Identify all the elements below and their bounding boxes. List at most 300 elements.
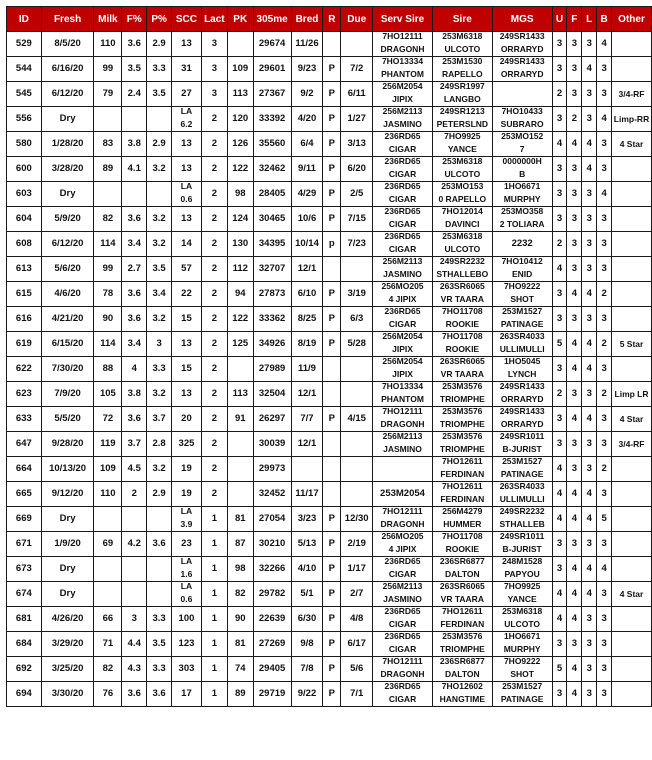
table-cell: 674 — [7, 582, 42, 607]
table-cell: 5 — [552, 332, 567, 357]
table-cell: 4 — [552, 607, 567, 632]
table-cell — [492, 682, 552, 707]
table-cell — [492, 607, 552, 632]
table-cell — [94, 107, 122, 132]
cell-line: 7HO9925 — [444, 131, 481, 141]
cell-line: 256M2054 — [382, 331, 423, 341]
table-cell: 2 — [567, 107, 582, 132]
table-cell: 30210 — [253, 532, 291, 557]
table-cell — [432, 257, 492, 282]
table-cell: Dry — [41, 107, 94, 132]
table-cell: P — [323, 532, 341, 557]
table-cell — [612, 157, 652, 182]
table-cell: Dry — [41, 507, 94, 532]
cell-line: 7HO13334 — [381, 381, 424, 391]
cell-line: ORRARYD — [500, 68, 544, 79]
table-cell: 3 — [552, 632, 567, 657]
table-cell: 9/8 — [291, 632, 323, 657]
table-cell: 3 — [582, 307, 597, 332]
table-cell: 3/13 — [341, 132, 373, 157]
table-cell — [612, 507, 652, 532]
table-cell: 4 Star — [612, 407, 652, 432]
table-cell — [612, 257, 652, 282]
table-cell: 4.1 — [122, 157, 147, 182]
table-cell: 3 — [597, 432, 612, 457]
table-cell: 4.5 — [122, 457, 147, 482]
table-cell — [323, 257, 341, 282]
cell-line: 253M1527 — [502, 306, 543, 316]
cell-line: 263SR4033 — [499, 331, 545, 341]
table-cell: P — [323, 632, 341, 657]
table-cell: 4 — [582, 582, 597, 607]
table-cell: 1 — [201, 532, 227, 557]
table-cell: 3 — [552, 207, 567, 232]
cell-line: 7HO12111 — [382, 406, 423, 416]
cell-line: 7HO12111 — [382, 506, 423, 516]
table-cell — [373, 57, 433, 82]
table-cell: 3.4 — [147, 282, 172, 307]
cell-line: 236RD65 — [384, 231, 421, 241]
cell-line: PHANTOM — [381, 393, 424, 404]
table-cell — [432, 332, 492, 357]
cell-line: 7HO10412 — [501, 256, 543, 266]
cell-line: 249SR1433 — [499, 56, 545, 66]
table-cell — [612, 632, 652, 657]
table-cell: 4 — [597, 182, 612, 207]
table-cell: 2 — [201, 132, 227, 157]
table-cell: 79 — [94, 82, 122, 107]
table-cell — [432, 407, 492, 432]
table-cell — [373, 432, 433, 457]
cell-line: YANCE — [447, 143, 477, 154]
table-cell: 90 — [94, 307, 122, 332]
table-cell: 8/25 — [291, 307, 323, 332]
table-cell — [94, 582, 122, 607]
cell-line: 7HO12602 — [441, 681, 483, 691]
table-cell — [612, 232, 652, 257]
table-cell: 545 — [7, 82, 42, 107]
table-cell — [373, 582, 433, 607]
table-cell: 3 — [567, 307, 582, 332]
table-cell: 3 — [582, 607, 597, 632]
table-cell: 20 — [172, 407, 202, 432]
table-row — [7, 357, 652, 382]
table-cell: 4 — [582, 407, 597, 432]
cell-line: 253M3576 — [442, 406, 483, 416]
table-cell: 3 — [567, 157, 582, 182]
table-cell: 2232 — [492, 232, 552, 257]
table-cell: 19 — [172, 482, 202, 507]
cell-line: 256MO205 — [381, 281, 424, 291]
table-cell — [492, 582, 552, 607]
cell-line: 249SR1011 — [499, 431, 545, 441]
table-cell — [432, 107, 492, 132]
table-cell: 3.7 — [122, 432, 147, 457]
table-cell: 3/28/20 — [41, 157, 94, 182]
table-cell: 2.7 — [122, 257, 147, 282]
table-cell: 3.2 — [147, 157, 172, 182]
table-cell: 3 — [201, 32, 227, 57]
cell-line: FERDINAN — [440, 468, 485, 479]
table-cell: P — [323, 57, 341, 82]
cell-line: ROOKIE — [445, 543, 480, 554]
cell-line: 256M2113 — [382, 106, 423, 116]
table-cell — [373, 82, 433, 107]
table-cell: 27269 — [253, 632, 291, 657]
table-cell: 4 — [597, 32, 612, 57]
table-cell: 3.6 — [122, 307, 147, 332]
table-cell: 600 — [7, 157, 42, 182]
table-cell — [432, 482, 492, 507]
table-cell: 2 — [552, 82, 567, 107]
table-cell: 5 — [552, 657, 567, 682]
table-cell: 72 — [94, 407, 122, 432]
table-cell: 3 — [597, 407, 612, 432]
table-cell — [432, 457, 492, 482]
cell-line: DRAGONH — [380, 668, 425, 679]
cell-line: B-JURIST — [502, 543, 542, 554]
table-cell: 27 — [172, 82, 202, 107]
table-cell: 11/17 — [291, 482, 323, 507]
table-cell — [373, 507, 433, 532]
cell-line: CIGAR — [388, 568, 417, 579]
table-cell: P — [323, 407, 341, 432]
cell-line: 263SR4033 — [499, 481, 545, 491]
cell-line: 1HO6671 — [503, 181, 541, 191]
cell-line: LA — [180, 506, 193, 516]
cell-line: DRAGONH — [380, 418, 425, 429]
table-cell — [373, 632, 433, 657]
table-cell: 89 — [227, 682, 253, 707]
table-cell: 3 — [567, 632, 582, 657]
cell-line: LA — [180, 181, 193, 191]
table-cell: 7/9/20 — [41, 382, 94, 407]
table-cell: 2 — [597, 457, 612, 482]
table-cell: 7/8 — [291, 657, 323, 682]
table-cell: 27873 — [253, 282, 291, 307]
table-cell: P — [323, 132, 341, 157]
table-cell: 4 — [567, 482, 582, 507]
cell-line: DALTON — [445, 668, 480, 679]
table-cell: 6/16/20 — [41, 57, 94, 82]
table-cell: 3 — [597, 532, 612, 557]
cell-line: LA — [180, 106, 193, 116]
table-cell: 4 Star — [612, 582, 652, 607]
table-cell: 6/3 — [341, 307, 373, 332]
cell-line: 253MO358 — [501, 206, 544, 216]
cell-line: 256MO205 — [381, 531, 424, 541]
table-cell — [492, 432, 552, 457]
table-cell — [492, 407, 552, 432]
table-cell — [612, 307, 652, 332]
cell-line: 4 JIPIX — [388, 293, 417, 304]
table-cell — [492, 207, 552, 232]
table-cell — [323, 357, 341, 382]
table-cell — [291, 457, 323, 482]
table-cell: 114 — [94, 232, 122, 257]
cell-line: 253M6318 — [442, 156, 483, 166]
table-cell: P — [323, 682, 341, 707]
table-cell — [492, 257, 552, 282]
table-cell — [612, 657, 652, 682]
table-cell: 1 — [201, 607, 227, 632]
table-cell: 3 — [552, 307, 567, 332]
table-row — [7, 532, 652, 557]
cell-line: 253M1530 — [442, 56, 483, 66]
table-cell: 82 — [94, 207, 122, 232]
table-cell: 3 — [552, 182, 567, 207]
table-cell: 32462 — [253, 157, 291, 182]
table-cell: 3 — [552, 32, 567, 57]
table-cell — [432, 682, 492, 707]
table-cell — [147, 557, 172, 582]
cell-line: 253M3576 — [442, 631, 483, 641]
table-cell — [373, 607, 433, 632]
table-cell: 4 — [582, 507, 597, 532]
column-header: F% — [122, 7, 147, 32]
cell-line: 7HO10433 — [501, 106, 543, 116]
table-cell: 544 — [7, 57, 42, 82]
table-cell: 3 — [552, 107, 567, 132]
cell-line: 6.2 — [180, 118, 193, 129]
table-cell: 3 — [552, 357, 567, 382]
table-cell: 3 — [567, 432, 582, 457]
table-cell: 3/4-RF — [612, 82, 652, 107]
table-cell: 100 — [172, 607, 202, 632]
cell-line: ULLIMULLI — [499, 493, 545, 504]
table-cell — [373, 332, 433, 357]
table-cell: 2 — [201, 407, 227, 432]
table-cell: P — [323, 507, 341, 532]
table-cell: 32266 — [253, 557, 291, 582]
table-cell — [432, 357, 492, 382]
table-cell: P — [323, 182, 341, 207]
table-cell: 32707 — [253, 257, 291, 282]
table-cell: 130 — [227, 232, 253, 257]
table-cell — [432, 582, 492, 607]
table-cell: 3 — [552, 282, 567, 307]
table-cell — [612, 557, 652, 582]
table-cell — [373, 182, 433, 207]
cell-line: CIGAR — [388, 243, 417, 254]
table-cell — [373, 232, 433, 257]
table-cell: 3 — [597, 157, 612, 182]
table-cell: 3.2 — [147, 207, 172, 232]
table-cell: 3 — [201, 82, 227, 107]
cell-line: 0.6 — [180, 593, 193, 604]
table-cell: 3 — [597, 482, 612, 507]
table-cell: 7/30/20 — [41, 357, 94, 382]
table-cell: 4/26/20 — [41, 607, 94, 632]
table-cell: 78 — [94, 282, 122, 307]
table-cell: 12/1 — [291, 432, 323, 457]
table-cell: 2.9 — [147, 32, 172, 57]
table-cell: 119 — [94, 432, 122, 457]
table-cell — [492, 307, 552, 332]
table-cell: 3 — [567, 457, 582, 482]
table-cell: 3.6 — [122, 282, 147, 307]
table-cell: 4/20 — [291, 107, 323, 132]
cell-line: LYNCH — [507, 368, 537, 379]
table-cell — [147, 507, 172, 532]
table-cell: 4 — [582, 57, 597, 82]
table-cell: 10/6 — [291, 207, 323, 232]
cell-line: 2 TOLIARA — [499, 218, 545, 229]
table-cell: 7/1 — [341, 682, 373, 707]
table-cell — [373, 207, 433, 232]
table-cell: 33362 — [253, 307, 291, 332]
cell-line: ULCOTO — [444, 43, 481, 54]
table-cell: 81 — [227, 632, 253, 657]
cell-line: 236RD65 — [384, 156, 421, 166]
table-cell: 2 — [201, 107, 227, 132]
table-cell: 94 — [227, 282, 253, 307]
table-cell: 4 — [552, 507, 567, 532]
cell-line: 253M6318 — [442, 231, 483, 241]
cell-line: 236RD65 — [384, 206, 421, 216]
cell-line: 7HO12111 — [382, 656, 423, 666]
table-cell: 3.4 — [122, 332, 147, 357]
table-cell: P — [323, 307, 341, 332]
table-cell: 669 — [7, 507, 42, 532]
cell-line: JIPIX — [392, 343, 413, 354]
cell-line: PATINAGE — [500, 318, 544, 329]
table-cell: 3 — [582, 682, 597, 707]
table-cell: 26297 — [253, 407, 291, 432]
table-cell: 2 — [201, 382, 227, 407]
cell-line: 256M2113 — [382, 431, 423, 441]
table-cell: 4 — [122, 357, 147, 382]
cell-line: SUBRARO — [500, 118, 544, 129]
table-row — [7, 382, 652, 407]
table-cell: 3.3 — [147, 607, 172, 632]
table-cell: 6/12/20 — [41, 82, 94, 107]
table-cell — [373, 407, 433, 432]
table-cell: 6/4 — [291, 132, 323, 157]
table-cell: 88 — [94, 357, 122, 382]
cell-line: CIGAR — [388, 318, 417, 329]
table-cell: 2 — [201, 257, 227, 282]
table-cell — [432, 207, 492, 232]
cell-line: JASMINO — [383, 443, 422, 454]
table-row — [7, 632, 652, 657]
table-cell — [612, 357, 652, 382]
cell-line: MURPHY — [503, 643, 541, 654]
cell-line: 7HO12014 — [441, 206, 483, 216]
table-cell: 105 — [94, 382, 122, 407]
table-cell: 3 — [582, 32, 597, 57]
table-cell: 3 — [582, 632, 597, 657]
table-cell — [373, 107, 433, 132]
table-cell: 2.9 — [147, 132, 172, 157]
table-cell: 3 — [201, 57, 227, 82]
table-cell — [492, 382, 552, 407]
table-cell — [373, 357, 433, 382]
cell-line: MURPHY — [503, 193, 541, 204]
table-cell: Dry — [41, 557, 94, 582]
table-cell — [492, 532, 552, 557]
table-row — [7, 657, 652, 682]
table-cell — [373, 157, 433, 182]
cell-line: DRAGONH — [380, 43, 425, 54]
table-cell: 22639 — [253, 607, 291, 632]
cell-line: 256M2113 — [382, 581, 423, 591]
column-header: Other — [612, 7, 652, 32]
table-cell: 4/6/20 — [41, 282, 94, 307]
table-cell: 15 — [172, 357, 202, 382]
table-cell: 90 — [227, 607, 253, 632]
table-cell: 1 — [201, 657, 227, 682]
table-cell — [612, 482, 652, 507]
cell-line: 253MO152 — [501, 131, 544, 141]
table-cell — [172, 557, 202, 582]
table-cell: P — [323, 82, 341, 107]
table-cell: 11/9 — [291, 357, 323, 382]
table-cell: 28405 — [253, 182, 291, 207]
table-cell: 2 — [201, 357, 227, 382]
table-cell: 4.2 — [122, 532, 147, 557]
table-cell — [227, 482, 253, 507]
table-cell: 2 — [201, 432, 227, 457]
cell-line: JASMINO — [383, 268, 422, 279]
cell-line: TRIOMPHE — [439, 443, 485, 454]
table-cell: 13 — [172, 207, 202, 232]
table-cell: 3 — [582, 657, 597, 682]
table-cell: 647 — [7, 432, 42, 457]
table-cell: 303 — [172, 657, 202, 682]
table-cell: 325 — [172, 432, 202, 457]
table-cell: Dry — [41, 182, 94, 207]
table-row — [7, 57, 652, 82]
table-cell: 3.6 — [122, 682, 147, 707]
table-cell: 123 — [172, 632, 202, 657]
table-cell: 6/10 — [291, 282, 323, 307]
cell-line: DAVINCI — [445, 218, 480, 229]
table-cell: 120 — [227, 107, 253, 132]
table-cell: 3 — [582, 107, 597, 132]
table-cell: 4 — [552, 132, 567, 157]
table-cell — [612, 532, 652, 557]
table-cell: 113 — [227, 82, 253, 107]
table-cell: 29674 — [253, 32, 291, 57]
table-cell: 87 — [227, 532, 253, 557]
table-cell: 5/28 — [341, 332, 373, 357]
cell-line: 236RD65 — [384, 131, 421, 141]
table-cell — [432, 232, 492, 257]
table-cell: 82 — [94, 657, 122, 682]
table-cell: 1/28/20 — [41, 132, 94, 157]
table-cell: 126 — [227, 132, 253, 157]
cell-line: 7HO11708 — [442, 331, 483, 341]
table-cell: 5 — [597, 507, 612, 532]
table-cell: 665 — [7, 482, 42, 507]
cell-line: JASMINO — [383, 118, 422, 129]
cell-line: 263SR6065 — [439, 281, 485, 291]
table-cell — [373, 682, 433, 707]
table-cell: 30039 — [253, 432, 291, 457]
table-cell: 2 — [201, 207, 227, 232]
cell-line: VR TAARA — [440, 593, 484, 604]
table-cell — [373, 132, 433, 157]
table-row — [7, 557, 652, 582]
table-cell — [492, 657, 552, 682]
table-cell: 3.2 — [147, 382, 172, 407]
table-cell: 664 — [7, 457, 42, 482]
column-header: ID — [7, 7, 42, 32]
table-cell: 3 — [582, 232, 597, 257]
table-row — [7, 182, 652, 207]
cell-line: TRIOMPHE — [439, 418, 485, 429]
